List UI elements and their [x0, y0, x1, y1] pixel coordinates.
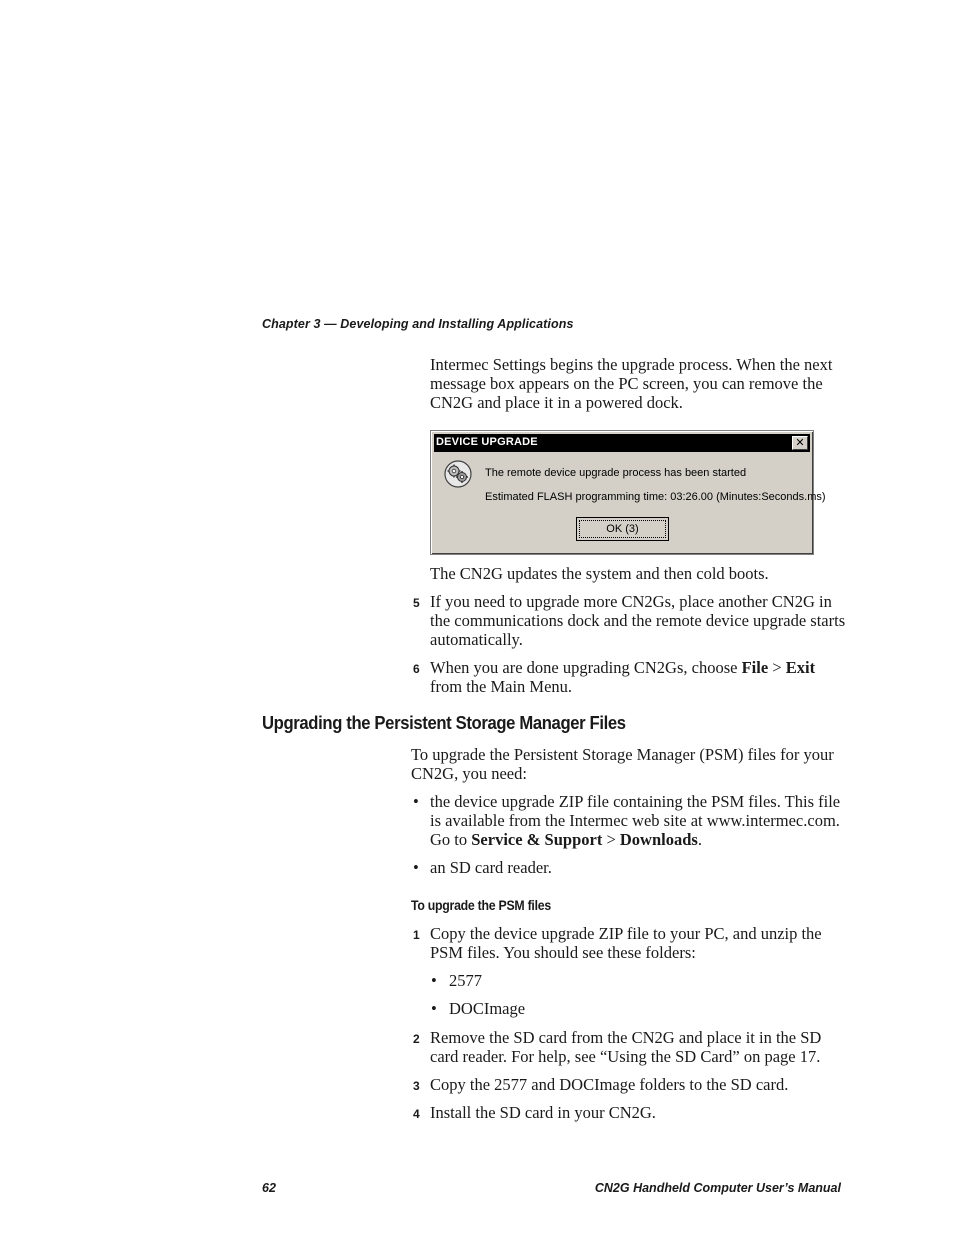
dialog-message: The remote device upgrade process has been started — [485, 467, 747, 479]
sub-bullet-marker: • — [431, 999, 437, 1018]
ok-button[interactable] — [576, 517, 669, 541]
step-text: Copy the device upgrade ZIP file to your PC, and unzip the PSM files. You should see these folders: — [430, 924, 822, 962]
step-number: 5 — [413, 596, 420, 610]
bullet-item: the device upgrade ZIP file containing the PSM files. This file is available from the Intermec web site at www.intermec.com. Go to Service & Support > Downloads. — [430, 792, 841, 849]
manual-title: CN2G Handheld Computer User’s Manual — [594, 1181, 841, 1195]
step-number: 2 — [413, 1032, 420, 1046]
dialog-estimate: Estimated FLASH programming time: 03:26.00 (Minutes:Seconds.ms) — [485, 491, 826, 503]
sub-bullet-marker: • — [431, 971, 437, 990]
chapter-header: Chapter 3 — Developing and Installing Applications — [262, 317, 574, 331]
step-text: Remove the SD card from the CN2G and place it in the SD card reader. For help, see “Using the SD Card” on page 17. — [430, 1028, 822, 1066]
cold-boot-note: The CN2G updates the system and then cold boots. — [430, 564, 769, 583]
step-text: Install the SD card in your CN2G. — [430, 1103, 656, 1122]
step-text: When you are done upgrading CN2Gs, choose File > Exit from the Main Menu. — [430, 658, 816, 696]
menu-file: File — [741, 658, 769, 677]
dialog-title: DEVICE UPGRADE — [436, 436, 538, 448]
step-number: 4 — [413, 1107, 420, 1121]
dialog-titlebar — [434, 434, 810, 452]
section-heading: Upgrading the Persistent Storage Manager Files — [262, 712, 626, 733]
service-support-link-text: Service & Support — [471, 830, 603, 849]
step-number: 3 — [413, 1079, 420, 1093]
section-intro: To upgrade the Persistent Storage Manager (PSM) files for your CN2G, you need: — [411, 745, 834, 783]
step-text: Copy the 2577 and DOCImage folders to the SD card. — [430, 1075, 789, 1094]
folder-name: DOCImage — [449, 999, 526, 1018]
procedure-heading: To upgrade the PSM files — [411, 897, 551, 913]
step-number: 6 — [413, 662, 420, 676]
step-text: If you need to upgrade more CN2Gs, place another CN2G in the communications dock and the remote device upgrade starts automatically. — [430, 592, 846, 649]
folder-name: 2577 — [449, 971, 482, 990]
bullet-marker: • — [413, 858, 419, 877]
bullet-item: an SD card reader. — [430, 858, 552, 877]
device-upgrade-dialog — [430, 430, 826, 555]
bullet-marker: • — [413, 792, 419, 811]
ok-button-label: OK (3) — [579, 520, 666, 538]
menu-exit: Exit — [785, 658, 816, 677]
step-number: 1 — [413, 928, 420, 942]
page-number: 62 — [262, 1181, 276, 1195]
intro-paragraph: Intermec Settings begins the upgrade process. When the next message box appears on the PC screen, you can remove the CN2G and place it in a powered dock. — [430, 355, 833, 412]
gears-icon — [443, 459, 473, 489]
downloads-link-text: Downloads — [619, 830, 698, 849]
dialog-close-button[interactable]: ✕ — [792, 436, 808, 450]
